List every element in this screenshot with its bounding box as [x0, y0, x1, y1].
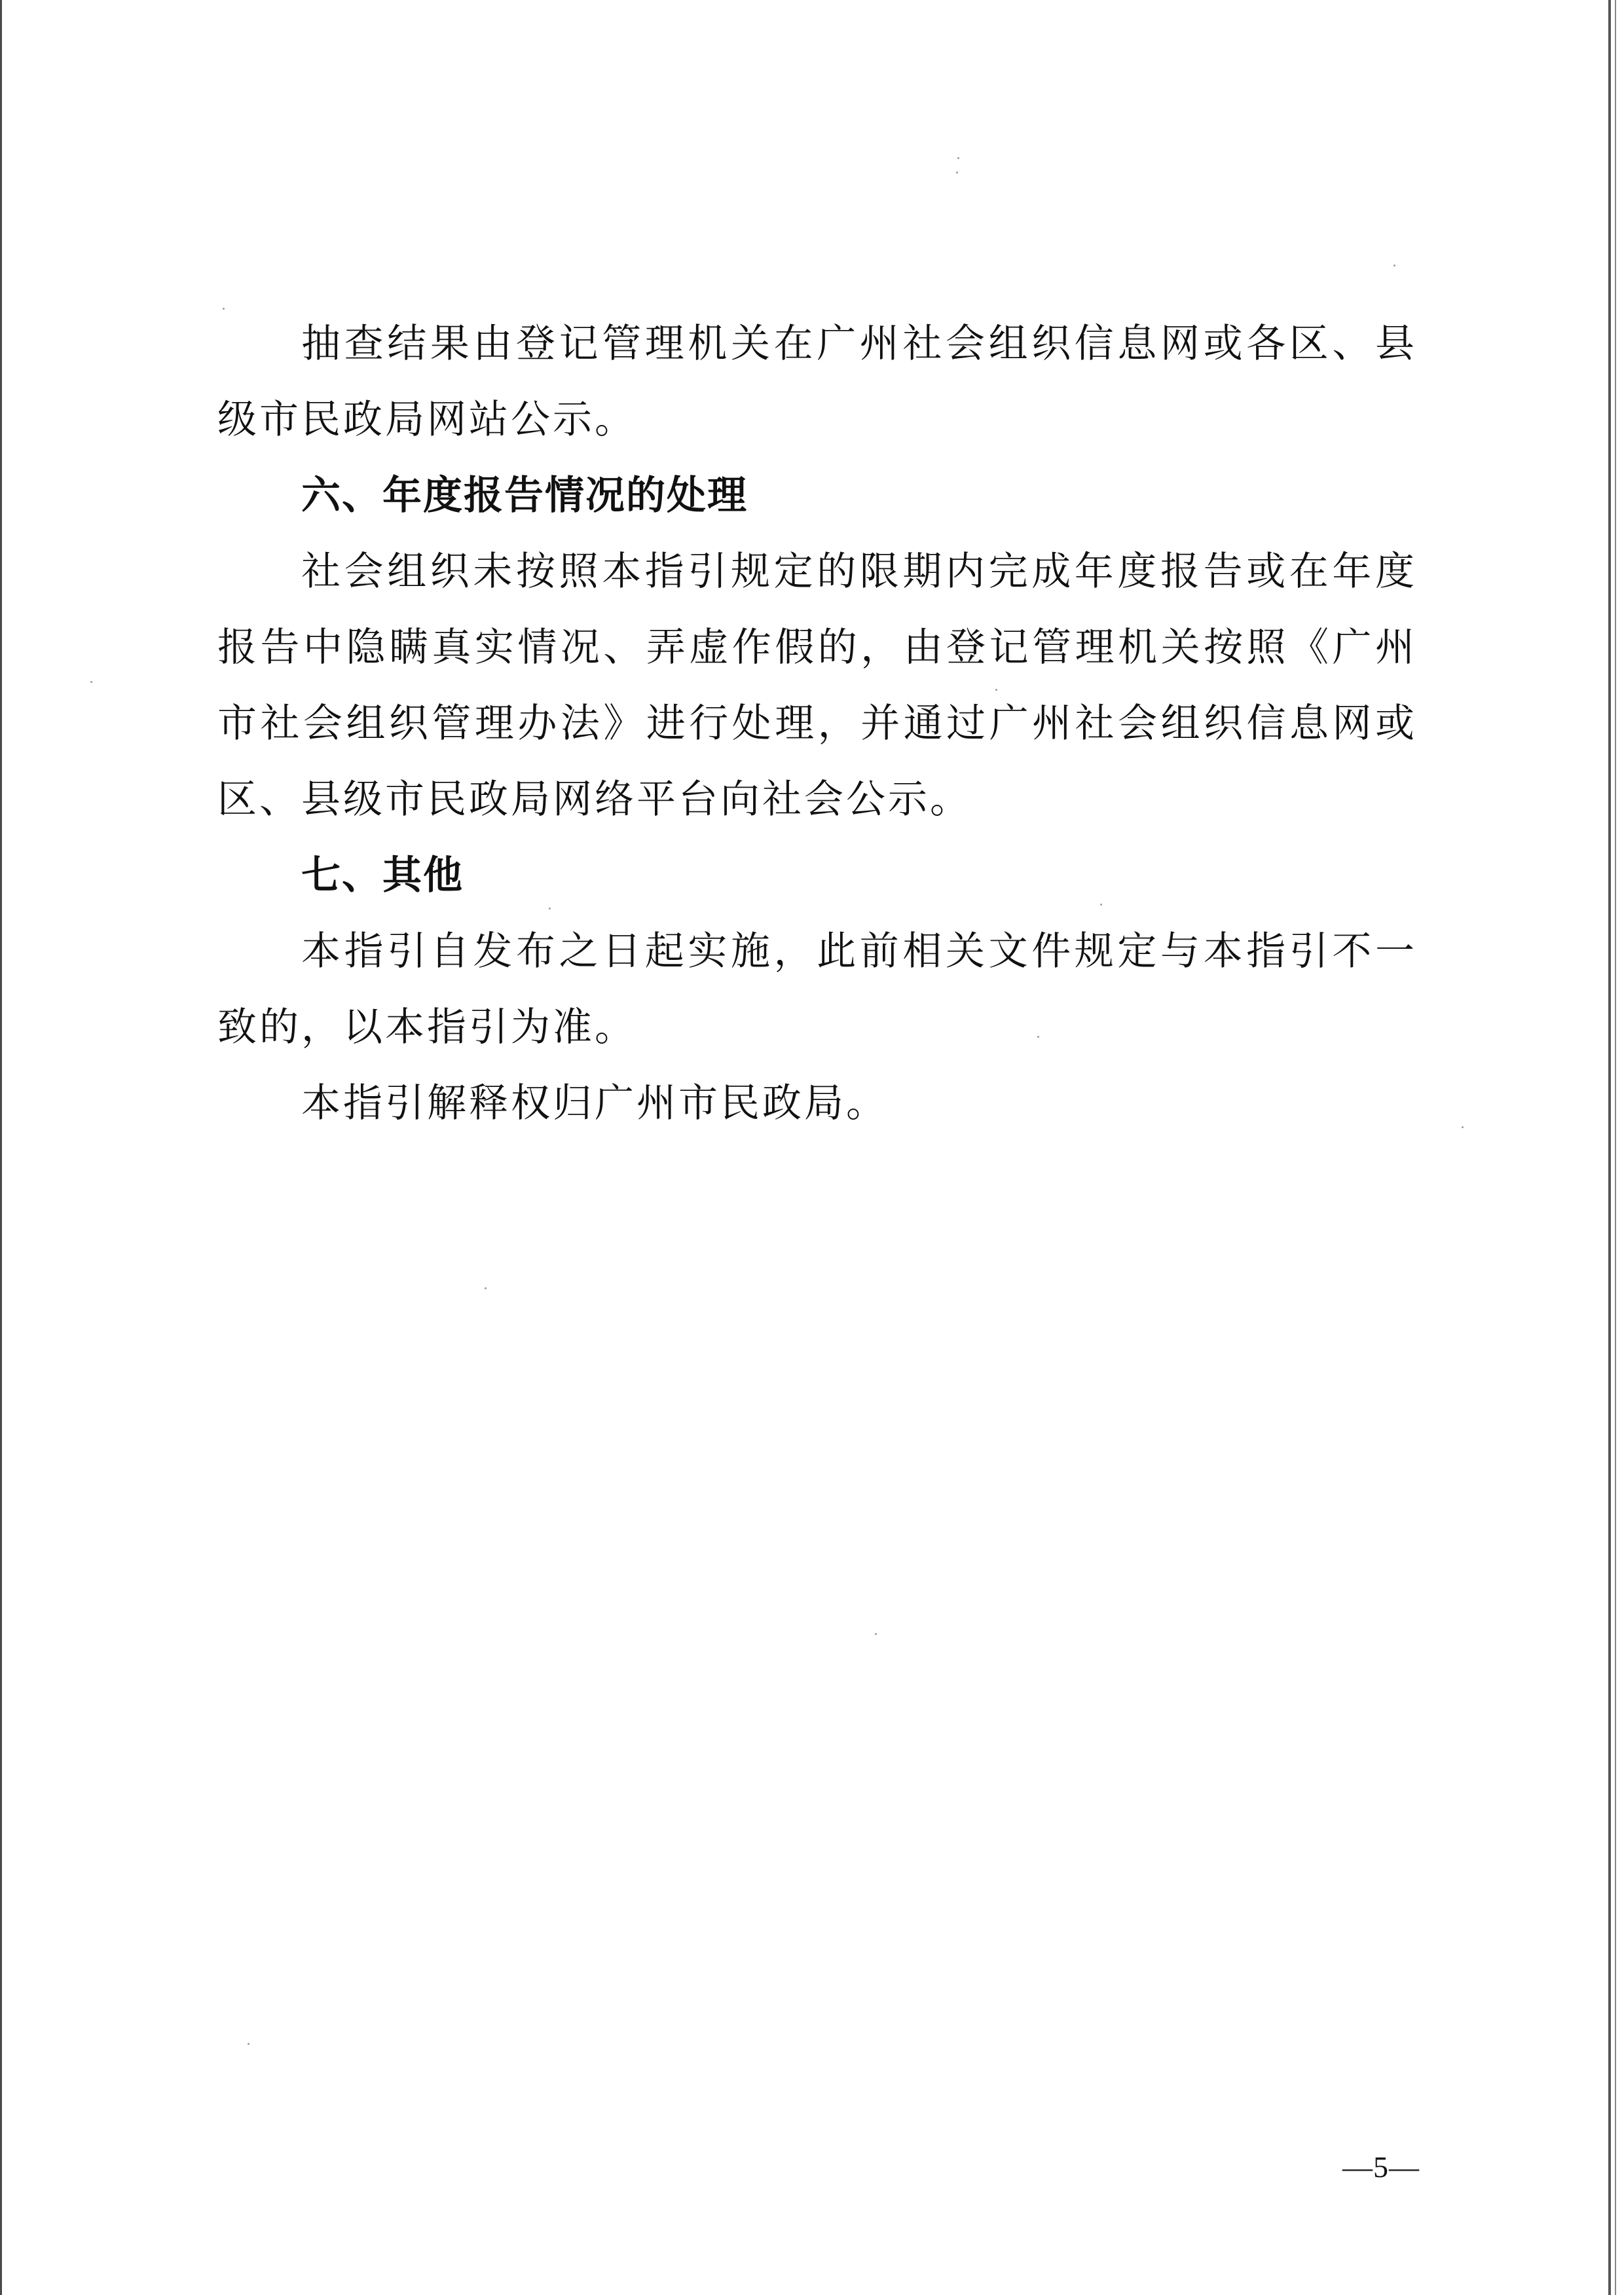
- scan-speck: [1393, 265, 1395, 266]
- scan-speck: [248, 2043, 249, 2045]
- paragraph: 本指引解释权归广州市民政局。: [301, 1080, 888, 1126]
- paragraph: 抽查结果由登记管理机关在广州社会组织信息网或各区、县级市民政局网站公示。: [217, 321, 1417, 443]
- paragraph: 社会组织未按照本指引规定的限期内完成年度报告或在年度报告中隐瞒真实情况、弄虚作假的，由登记管理机关按照《广州市社会组织管理办法》进行处理，并通过广州社会组织信息网或区、县级市民政局网络平台向社会公示。: [217, 549, 1417, 822]
- scan-right-edge: [1608, 0, 1611, 2295]
- scan-speck: [875, 1633, 877, 1635]
- document-body: [217, 306, 1417, 1141]
- section-heading: 六、年度报告情况的处理: [301, 473, 748, 519]
- paragraph: 本指引自发布之日起实施，此前相关文件规定与本指引不一致的，以本指引为准。: [217, 928, 1417, 1050]
- scan-speck: [957, 157, 959, 159]
- scan-speck: [485, 1287, 487, 1289]
- scan-left-edge: [0, 0, 2, 2295]
- scan-speck: [90, 681, 92, 683]
- page-number: —5—: [1342, 2150, 1420, 2184]
- section-heading: 七、其他: [301, 853, 464, 898]
- scan-speck: [956, 172, 958, 174]
- scan-speck: [1462, 1126, 1464, 1128]
- scan-right-edge-shadow: [1615, 0, 1616, 2295]
